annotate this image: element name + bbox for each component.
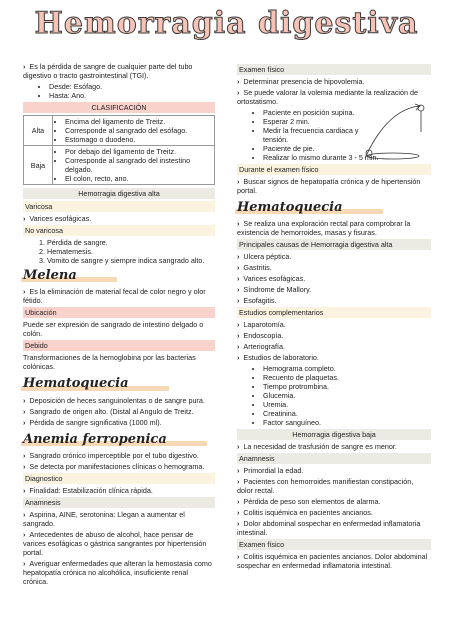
list-item: › Dolor abdominal sospechar en enfermedad inflamatoria intestinal. bbox=[237, 519, 431, 537]
diagnostico-item: › Finalidad: Estabilización clínica rápida. bbox=[23, 486, 215, 495]
list-item: › Arteriografía. bbox=[237, 342, 431, 351]
varicosa-label: Varicosa bbox=[23, 201, 215, 212]
list-item: • Realizar lo mismo durante 3 - 5 min. bbox=[263, 153, 431, 162]
list-item: • Tiempo protrombina. bbox=[263, 382, 431, 391]
list-item: › Averiguar enfermedades que alteran la hemostasia como hepatopatía crónica no alcohólica, insuficiente renal crónica. bbox=[23, 559, 215, 586]
list-item: › Laparotomía. bbox=[237, 320, 431, 329]
causas-label: Principales causas de Hemorragia digestiva alta bbox=[237, 239, 431, 250]
list-item: › Sangrado crónico imperceptible por el tubo digestivo. bbox=[23, 451, 215, 460]
list-item: › Esofagitis. bbox=[237, 296, 431, 305]
list-item: • Recuento de plaquetas. bbox=[263, 373, 431, 382]
table-row bbox=[24, 116, 215, 146]
list-item: 2. Hematemesis. bbox=[47, 247, 215, 256]
clasificacion-table bbox=[23, 115, 215, 185]
varicosa-item: › Varices esofágicas. bbox=[23, 214, 215, 223]
list-item: › Sangrado de origen alto. (Distal al Angulo de Treitz. bbox=[23, 407, 215, 416]
list-item: › Gastritis. bbox=[237, 263, 431, 272]
ubicacion-label: Ubicación bbox=[23, 307, 215, 318]
anamnesis-label: Anamnesis bbox=[23, 497, 215, 508]
list-item: • El colon, recto, ano. bbox=[65, 174, 212, 183]
list-item: › Deposición de heces sanguinolentas o de sangre pura. bbox=[23, 396, 215, 405]
diagnostico-label: Diagnostico bbox=[23, 473, 215, 484]
examen2-item: › Colitis isquémica en pacientes ancianos. Dolor abdominal sospechar en enfermedad inflamatoria intestinal. bbox=[237, 552, 431, 570]
examen-label: Examen físico bbox=[237, 64, 431, 75]
list-item: › Aspirina, AINE, serotonina: Llegan a aumentar el sangrado. bbox=[23, 510, 215, 528]
anemia-heading: Anemia ferropenica bbox=[23, 431, 167, 447]
hematoquecia-item: › Se realiza una exploración rectal para comprobrar la existencia de hemorroides, masas y fisuras. bbox=[237, 219, 431, 237]
list-item: • Corresponde al sangrado del instestino delgado. bbox=[65, 156, 212, 174]
left-column bbox=[23, 62, 215, 588]
list-item: • Desde: Esófago. bbox=[49, 82, 215, 91]
list-item: › Pacientes con hemorroides manifiestan constipación, dolor rectal. bbox=[237, 477, 431, 495]
list-item: › Pérdida de peso son elementos de alarma. bbox=[237, 497, 431, 506]
hda-header: Hemorragia digestiva alta bbox=[23, 188, 215, 199]
list-item: • Factor sanguíneo. bbox=[263, 418, 431, 427]
alta-label: Alta bbox=[24, 116, 53, 146]
no-varicosa-list bbox=[23, 238, 215, 265]
melena-text: › Es la eliminación de material fecal de color negro y olor fétido. bbox=[23, 287, 215, 305]
list-item: › Varices esofágicas. bbox=[237, 274, 431, 283]
list-item: • Creatinina. bbox=[263, 409, 431, 418]
list-item: • Por debajo del ligamento de Treitz. bbox=[65, 147, 212, 156]
list-item: › Pérdida de sangre significativa (1000 ml). bbox=[23, 418, 215, 427]
ubicacion-text: Puede ser expresión de sangrado de intestino delgado o colón. bbox=[23, 320, 204, 339]
list-item: › Síndrome de Mallory. bbox=[237, 285, 431, 294]
list-item: › Antecedentes de abuso de alcohol, hace pensar de varices esofágicas o gástrica sangrantes por hipertensión portal. bbox=[23, 530, 215, 557]
hdb-header: Hemorragia digestiva baja bbox=[237, 429, 431, 440]
hdb-item: › La necesidad de trasfusión de sangre es menor. bbox=[237, 442, 431, 451]
list-item: • Paciente en posición supina. bbox=[263, 108, 371, 117]
list-item: • Hasta: Ano. bbox=[49, 91, 215, 100]
lab-list bbox=[237, 364, 431, 427]
list-item: 3. Vomito de sangre y siempre indica sangrado alto. bbox=[47, 256, 215, 265]
list-item: • Hemograma completo. bbox=[263, 364, 431, 373]
page-title: Hemorragia digestiva bbox=[34, 6, 419, 41]
right-column bbox=[237, 62, 431, 572]
list-item: › Primordial la edad. bbox=[237, 466, 431, 475]
list-item: • Esperar 2 min. bbox=[263, 117, 371, 126]
clasificacion-header: CLASIFICACIÓN bbox=[23, 102, 215, 113]
baja-label: Baja bbox=[24, 146, 53, 185]
list-item: › Ulcera péptica. bbox=[237, 252, 431, 261]
list-item: • Uremia. bbox=[263, 400, 431, 409]
estudios-label: Estudios complementarios bbox=[237, 307, 431, 318]
list-item: • Paciente de pie. bbox=[263, 144, 371, 153]
list-item: › Determinar presencia de hipovolemia. bbox=[237, 77, 431, 86]
list-item: • Corresponde al sangrado del esófago. bbox=[65, 126, 212, 135]
no-varicosa-label: No varicosa bbox=[23, 225, 215, 236]
durante-label: Durante el examen físico bbox=[237, 164, 431, 175]
list-item: › Endoscopía. bbox=[237, 331, 431, 340]
list-item: • Estomago o duodeno. bbox=[65, 135, 212, 144]
list-item: › Colitis isquémica en pacientes ancianos. bbox=[237, 508, 431, 517]
list-item: › Se detecta por manifestaciones clínicas o hemograma. bbox=[23, 462, 215, 471]
patient-illustration bbox=[357, 100, 429, 162]
examen2-label: Examen físico bbox=[237, 539, 431, 550]
ortostatismo-block bbox=[237, 108, 431, 162]
ortostatismo-list bbox=[237, 108, 371, 153]
debido-text: Transformaciones de la hemoglobina por las bacterias colónicas. bbox=[23, 353, 196, 372]
durante-item: › Buscar signos de hepatopatía crónica y de hipertensión portal. bbox=[237, 177, 431, 195]
intro-text: › Es la pérdida de sangre de cualquier parte del tubo digestivo o tracto gastrointestinal (TGI). bbox=[23, 62, 215, 80]
list-item: • Glucemia. bbox=[263, 391, 431, 400]
alta-cell bbox=[53, 116, 215, 146]
hematoquecia-heading-right: Hematoquecia bbox=[237, 200, 343, 215]
list-item: › Se puede valorar la volemia mediante la realización de ortostatismo. bbox=[237, 88, 431, 106]
list-item: › Estudios de laboratorio. bbox=[237, 353, 431, 362]
list-item: • Medir la frecuencia cardiaca y tensión. bbox=[263, 126, 371, 144]
hematoquecia-heading: Hematoquecia bbox=[23, 376, 129, 392]
list-item: 1. Pérdida de sangre. bbox=[47, 238, 215, 247]
anamnesis-label-right: Anamnesis bbox=[237, 453, 431, 464]
baja-cell bbox=[53, 146, 215, 185]
debido-label: Debido bbox=[23, 340, 215, 351]
melena-heading: Melena bbox=[23, 268, 77, 283]
intro-bullets bbox=[23, 82, 215, 100]
list-item: • Encima del ligamento de Treitz. bbox=[65, 117, 212, 126]
table-row bbox=[24, 146, 215, 185]
